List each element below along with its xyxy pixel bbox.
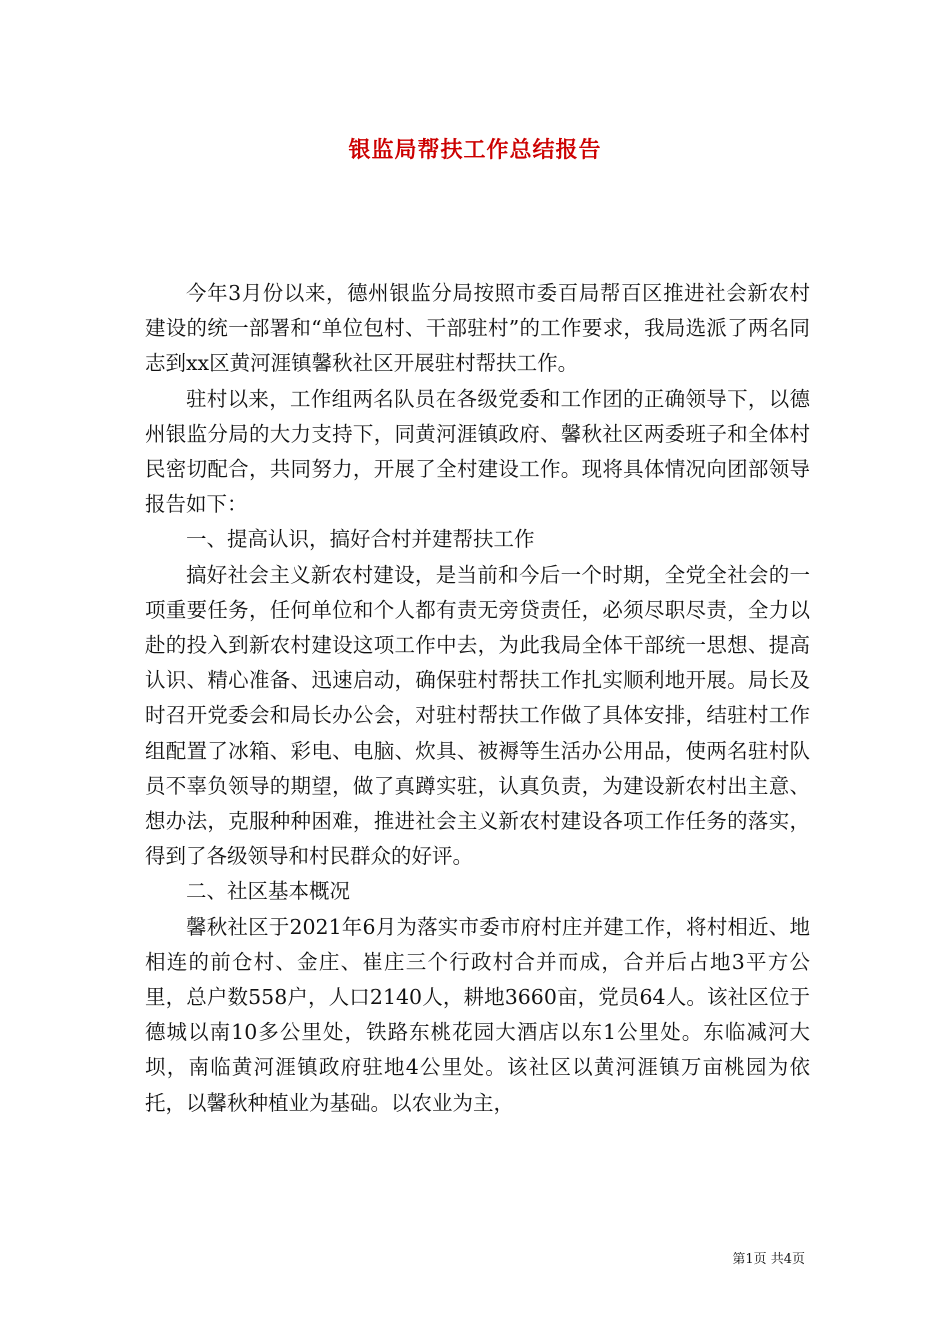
paragraph-overview: 驻村以来，工作组两名队员在各级党委和工作团的正确领导下，以德州银监分局的大力支持下，同黄河涯镇政府、馨秋社区两委班子和全体村民密切配合，共同努力，开展了全村建设工作。现将具体情况向团部领导报告如下： [145,386,810,517]
section-heading-1: 一、提高认识，搞好合村并建帮扶工作 [186,527,535,552]
paragraph-intro: 今年3月份以来，德州银监分局按照市委百局帮百区推进社会新农村建设的统一部署和“单位包村、干部驻村”的工作要求，我局选派了两名同志到xx区黄河涯镇馨秋社区开展驻村帮扶工作。 [145,281,810,376]
document-title: 银监局帮扶工作总结报告 [348,137,602,163]
page-number: 第1页 共4页 [732,1252,805,1267]
document-body [145,276,810,1121]
section-heading-2: 二、社区基本概况 [186,879,350,904]
paragraph-section-1: 搞好社会主义新农村建设，是当前和今后一个时期，全党全社会的一项重要任务，任何单位和个人都有责无旁贷责任，必须尽职尽责，全力以赴的投入到新农村建设这项工作中去，为此我局全体干部统一思想、提高认识、精心准备、迅速启动，确保驻村帮扶工作扎实顺利地开展。局长及时召开党委会和局长办公会，对驻村帮扶工作做了具体安排，结驻村工作组配置了冰箱、彩电、电脑、炊具、被褥等生活办公用品，使两名驻村队员不辜负领导的期望，做了真蹲实驻，认真负责，为建设新农村出主意、想办法，克服种种困难，推进社会主义新农村建设各项工作任务的落实，得到了各级领导和村民群众的好评。 [145,562,810,869]
paragraph-section-2: 馨秋社区于2021年6月为落实市委市府村庄并建工作，将村相近、地相连的前仓村、金庄、崔庄三个行政村合并而成，合并后占地3平方公里，总户数558户，人口2140人，耕地3660亩，党员64人。该社区位于德城以南10多公里处，铁路东桃花园大酒店以东1公里处。东临减河大坝，南临黄河涯镇政府驻地4公里处。该社区以黄河涯镇万亩桃园为依托，以馨秋种植业为基础。以农业为主， [145,914,810,1115]
